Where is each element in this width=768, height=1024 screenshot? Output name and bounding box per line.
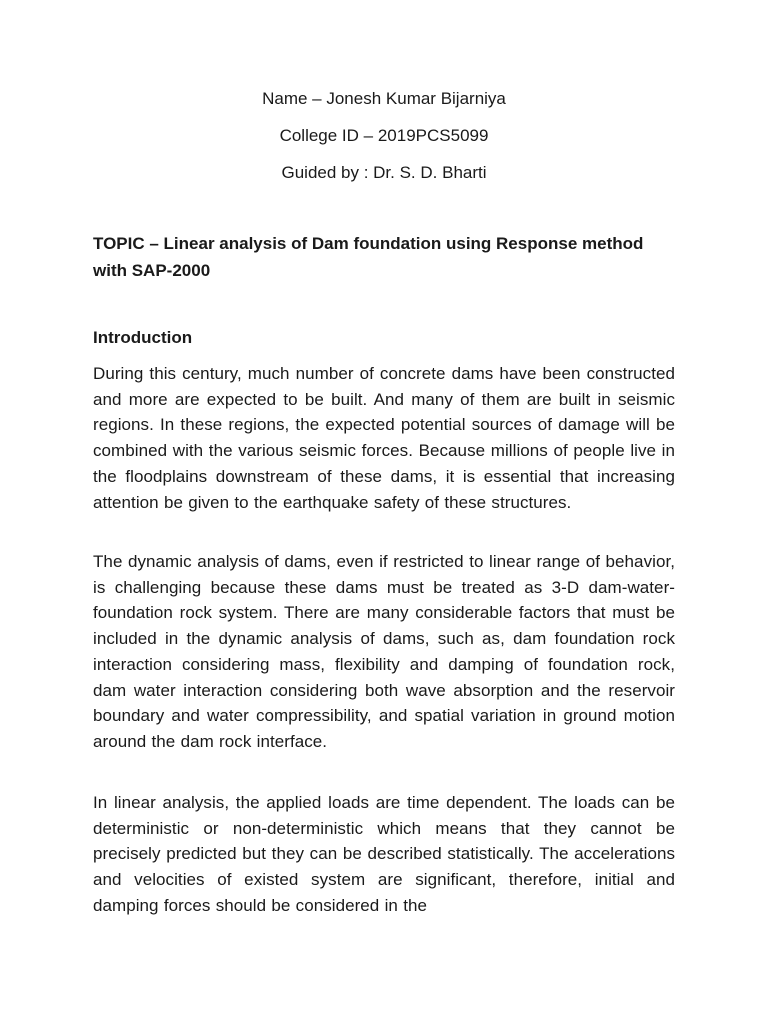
introduction-paragraph-1: During this century, much number of concrete dams have been constructed and more are expected to be built. And many of them are built in seismic regions. In these regions, the expected potential sources of damage will be combined with the various seismic forces. Because millions of people live in the floodplains downstream of these dams, it is essential that increasing attention be given to the earthquake safety of these structures. bbox=[93, 364, 675, 512]
topic-title: TOPIC – Linear analysis of Dam foundation using Response method with SAP-2000 bbox=[93, 234, 644, 280]
college-id: College ID – 2019PCS5099 bbox=[279, 126, 489, 145]
author-name: Name – Jonesh Kumar Bijarniya bbox=[262, 89, 506, 108]
author-header bbox=[0, 86, 768, 197]
introduction-paragraph-3: In linear analysis, the applied loads are time dependent. The loads can be deterministic or non-deterministic which means that they cannot be precisely predicted but they can be described statistically. The accelerations and velocities of existed system are significant, therefore, initial and damping forces should be considered in the bbox=[93, 793, 675, 915]
introduction-heading: Introduction bbox=[93, 328, 193, 347]
guide-name: Guided by : Dr. S. D. Bharti bbox=[281, 163, 487, 182]
introduction-paragraph-2: The dynamic analysis of dams, even if restricted to linear range of behavior, is challenging because these dams must be treated as 3-D dam-water-foundation rock system. There are many considerable factors that must be included in the dynamic analysis of dams, such as, dam foundation rock interaction considering mass, flexibility and damping of foundation rock, dam water interaction considering both wave absorption and the reservoir boundary and water compressibility, and spatial variation in ground motion around the dam rock interface. bbox=[93, 552, 675, 751]
